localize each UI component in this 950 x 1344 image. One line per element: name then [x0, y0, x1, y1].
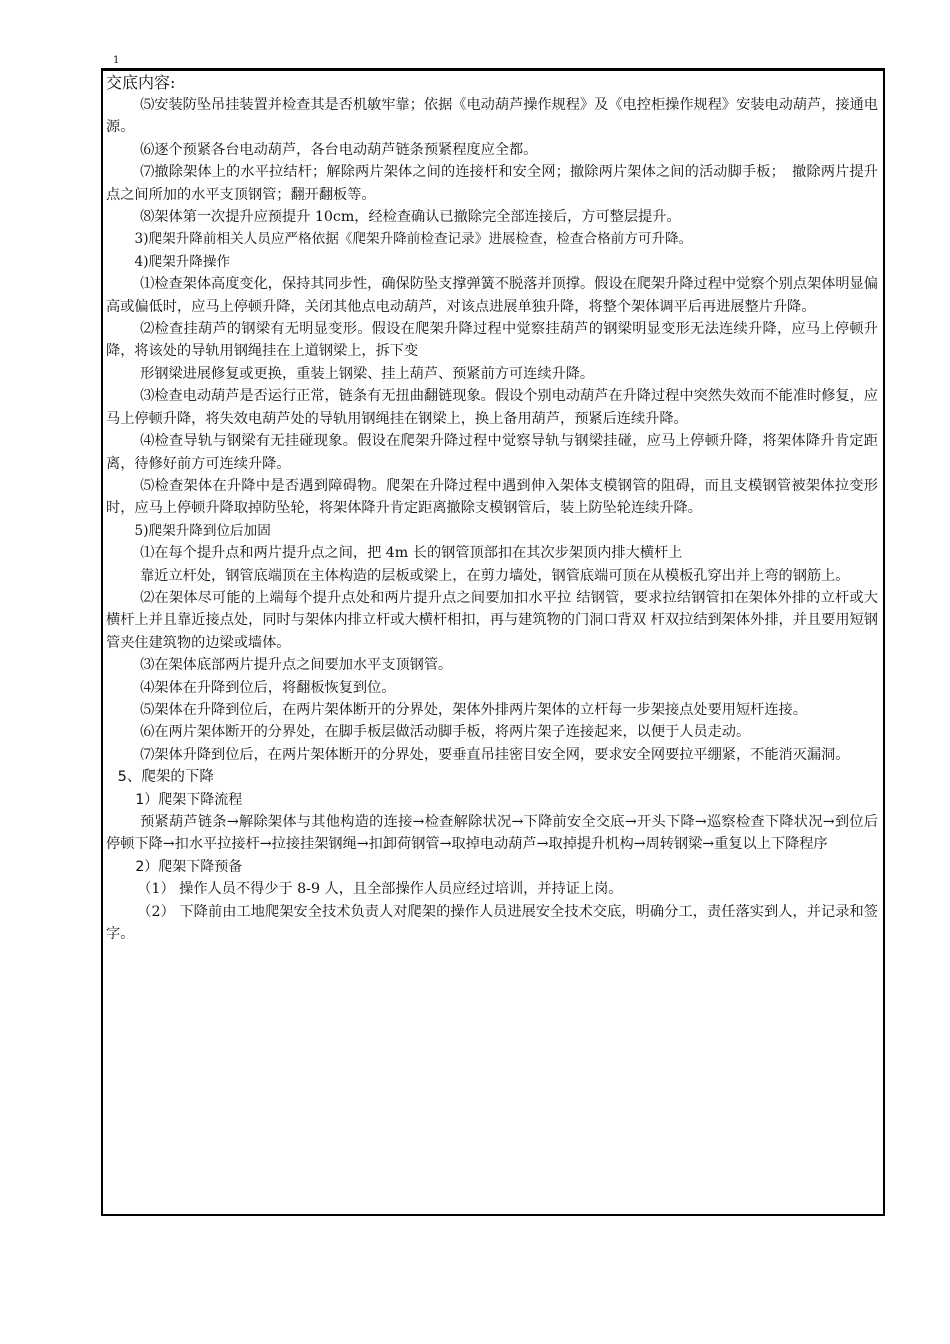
paragraph: 形钢梁进展修复或更换，重装上钢梁、挂上葫芦、预紧前方可连续升降。 — [140, 365, 595, 382]
subheading: 1）爬架下降流程 — [135, 791, 243, 808]
paragraph: ⑸检查架体在升降中是否遇到障碍物。爬架在升降过程中遇到伸入架体支模钢管的阻碍，而且支模钢管被架体拉变形时，应马上停顿升降取掉防坠轮，将架体降升肯定距离撤除支模钢管后，装上防坠轮连续升降。 — [106, 477, 878, 517]
paragraph: （2） 下降前由工地爬架安全技术负责人对爬架的操作人员进展安全技术交底，明确分工，责任落实到人，并记录和签字。 — [106, 903, 878, 943]
paragraph: ⑵在架体尽可能的上端每个提升点处和两片提升点之间要加扣水平拉 结钢管，要求拉结钢管扣在架体外排的立杆或大横杆上并且靠近接点处，同时与架体内排立杆或大横杆相扣，再与建筑物的门洞口背双 杆双拉结到架体外排，并且要用短钢管夹住建筑物的边梁或墙体。 — [106, 589, 878, 651]
paragraph: ⑴在每个提升点和两片提升点之间，把 4m 长的钢管顶部扣在其次步架顶内排大横杆上 — [140, 545, 683, 562]
paragraph: ⑻架体第一次提升应预提升 10cm，经检查确认已撤除完全部连接后，方可整层提升。 — [140, 209, 681, 226]
section-title: 5、爬架的下降 — [117, 769, 214, 786]
paragraph: ⑸架体在升降到位后，在两片架体断开的分界处，架体外排两片架体的立杆每一步架接点处要用短杆连接。 — [140, 701, 807, 718]
paragraph: ⑴检查架体高度变化，保持其同步性，确保防坠支撑弹簧不脱落并顶撑。假设在爬架升降过程中觉察个别点架体明显偏高或偏低时，应马上停顿升降，关闭其他点电动葫芦，对该点进展单独升降，将整个架体调平后再进展整片升降。 — [106, 276, 878, 315]
subheading: 2）爬架下降预备 — [135, 858, 243, 875]
paragraph: ⑶检查电动葫芦是否运行正常，链条有无扭曲翻链现象。假设个别电动葫芦在升降过程中突然失效而不能准时修复，应马上停顿升降，将失效电葫芦处的导轨用钢绳挂在钢梁上，换上备用葫芦，预紧后连续升降。 — [106, 388, 878, 427]
section-heading: 交底内容: — [106, 73, 176, 92]
paragraph: ⑷架体在升降到位后，将翻板恢复到位。 — [140, 679, 396, 696]
paragraph: 靠近立杆处，钢管底端顶在主体构造的层板或梁上，在剪力墙处，钢管底端可顶在从模板孔穿出并上弯的钢筋上。 — [140, 567, 850, 584]
subheading: 4)爬架升降操作 — [134, 253, 231, 270]
paragraph: ⑶在架体底部两片提升点之间要加水平支顶钢管。 — [140, 657, 453, 674]
paragraph: ⑹逐个预紧各台电动葫芦，各台电动葫芦链条预紧程度应全都。 — [140, 141, 538, 158]
paragraph: ⑷检查导轨与钢梁有无挂碰现象。假设在爬架升降过程中觉察导轨与钢梁挂碰，应马上停顿升降，将架体降升肯定距离，待修好前方可连续升降。 — [106, 433, 878, 472]
paragraph: ⑺撤除架体上的水平拉结杆；解除两片架体之间的连接杆和安全网；撤除两片架体之间的活动脚手板； 撤除两片提升点之间所加的水平支顶钢管；翻开翻板等。 — [106, 164, 878, 203]
paragraph: ⑹在两片架体断开的分界处，在脚手板层做活动脚手板，将两片架子连接起来，以便于人员走动。 — [140, 724, 751, 741]
document-content — [106, 72, 878, 945]
paragraph: 预紧葫芦链条→解除架体与其他构造的连接→检查解除状况→下降前安全交底→开头下降→巡察检查下降状况→到位后停顿下降→扣水平拉接杆→拉接挂架钢绳→扣卸荷钢管→取掉电动葫芦→取掉提升机构→周转钢梁→重复以上下降程序 — [106, 814, 878, 853]
paragraph: ⑺架体升降到位后，在两片架体断开的分界处，要垂直吊挂密目安全网，要求安全网要拉平绷紧，不能消灭漏洞。 — [140, 746, 850, 763]
paragraph: ⑸安装防坠吊挂装置并检查其是否机敏牢靠；依据《电动葫芦操作规程》及《电控柜操作规程》安装电动葫芦，接通电源。 — [106, 97, 878, 136]
paragraph: ⑵检查挂葫芦的钢梁有无明显变形。假设在爬架升降过程中觉察挂葫芦的钢梁明显变形无法连续升降，应马上停顿升降，将该处的导轨用钢绳挂在上道钢梁上，拆下变 — [106, 321, 878, 360]
paragraph: （1） 操作人员不得少于 8-9 人，且全部操作人员应经过培训，并持证上岗。 — [137, 881, 623, 898]
paragraph: 3)爬架升降前相关人员应严格依据《爬架升降前检查记录》进展检查，检查合格前方可升降。 — [134, 231, 693, 248]
page-number: 1 — [113, 55, 120, 66]
subheading: 5)爬架升降到位后加固 — [134, 522, 271, 539]
